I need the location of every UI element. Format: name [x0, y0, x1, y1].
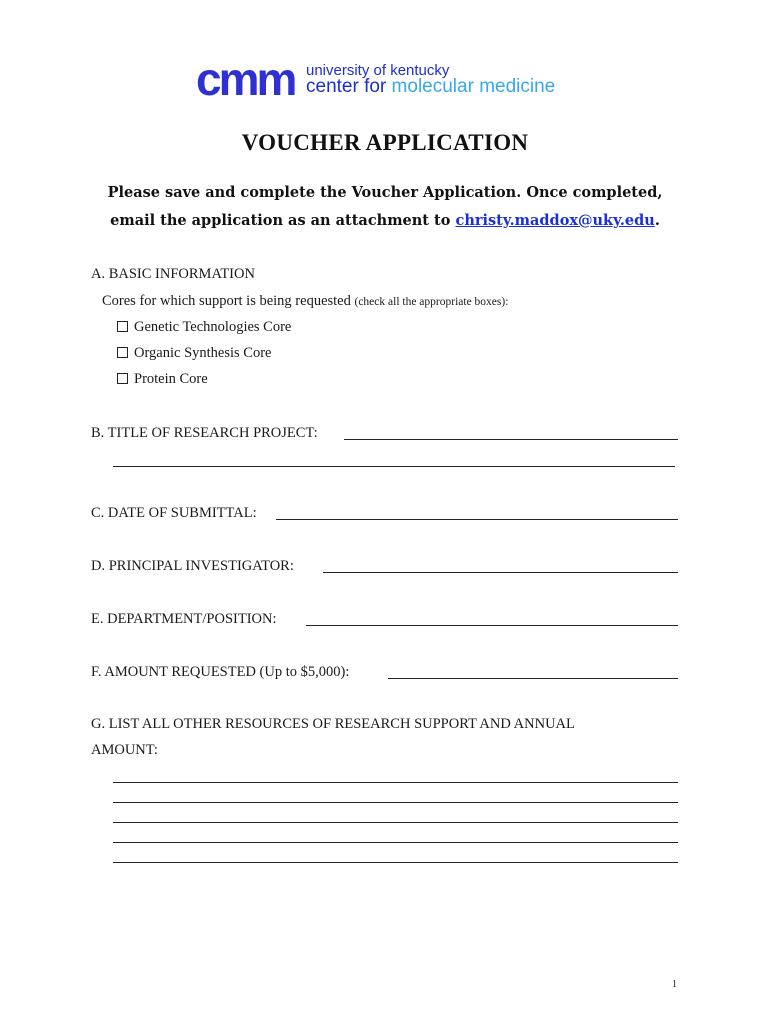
section-f-label: F. AMOUNT REQUESTED (Up to $5,000):	[91, 664, 350, 680]
intro-period: .	[654, 212, 660, 229]
date-of-submittal-field[interactable]	[276, 519, 678, 520]
section-g-label-line-1: G. LIST ALL OTHER RESOURCES OF RESEARCH SUPPORT AND ANNUAL	[91, 716, 575, 732]
logo-molecular-medicine: molecular medicine	[391, 76, 556, 97]
page-title: VOUCHER APPLICATION	[241, 130, 529, 155]
checkbox-protein[interactable]	[117, 373, 128, 384]
core-label: Organic Synthesis Core	[134, 345, 272, 361]
project-title-field-line-1[interactable]	[344, 439, 678, 440]
section-b-label: B. TITLE OF RESEARCH PROJECT:	[91, 425, 318, 441]
other-resources-field-line-1[interactable]	[113, 782, 678, 783]
logo-center-text	[306, 76, 555, 98]
intro-line-2	[60, 212, 710, 229]
checkbox-genetic-technologies[interactable]	[117, 321, 128, 332]
cores-prompt	[102, 292, 508, 311]
core-label: Genetic Technologies Core	[134, 319, 292, 335]
core-option-organic[interactable]	[117, 344, 271, 362]
other-resources-field-line-4[interactable]	[113, 842, 678, 843]
section-d-label: D. PRINCIPAL INVESTIGATOR:	[91, 558, 294, 574]
core-label: Protein Core	[134, 371, 208, 387]
section-e-label: E. DEPARTMENT/POSITION:	[91, 611, 277, 627]
email-link[interactable]: christy.maddox@uky.edu	[455, 212, 655, 229]
intro-line-1: Please save and complete the Voucher Application. Once completed,	[107, 184, 663, 201]
cores-note: (check all the appropriate boxes):	[354, 296, 509, 308]
logo-center-for: center for	[306, 76, 387, 97]
section-g-label-line-2: AMOUNT:	[91, 742, 158, 758]
other-resources-field-line-5[interactable]	[113, 862, 678, 863]
page-number: 1	[672, 979, 677, 990]
intro-line-2-text: email the application as an attachment to	[110, 212, 451, 229]
cores-label: Cores for which support is being requested	[102, 293, 351, 309]
core-option-genetic[interactable]	[117, 318, 291, 336]
other-resources-field-line-3[interactable]	[113, 822, 678, 823]
cmm-logo-mark: cmm	[196, 53, 295, 105]
project-title-field-line-2[interactable]	[113, 466, 675, 467]
core-option-protein[interactable]	[117, 370, 208, 388]
other-resources-field-line-2[interactable]	[113, 802, 678, 803]
principal-investigator-field[interactable]	[323, 572, 678, 573]
checkbox-organic-synthesis[interactable]	[117, 347, 128, 358]
logo-university-text: university of kentucky	[306, 62, 450, 79]
amount-requested-field[interactable]	[388, 678, 678, 679]
section-c-label: C. DATE OF SUBMITTAL:	[91, 505, 257, 521]
section-a-heading: A. BASIC INFORMATION	[91, 266, 255, 282]
department-position-field[interactable]	[306, 625, 678, 626]
